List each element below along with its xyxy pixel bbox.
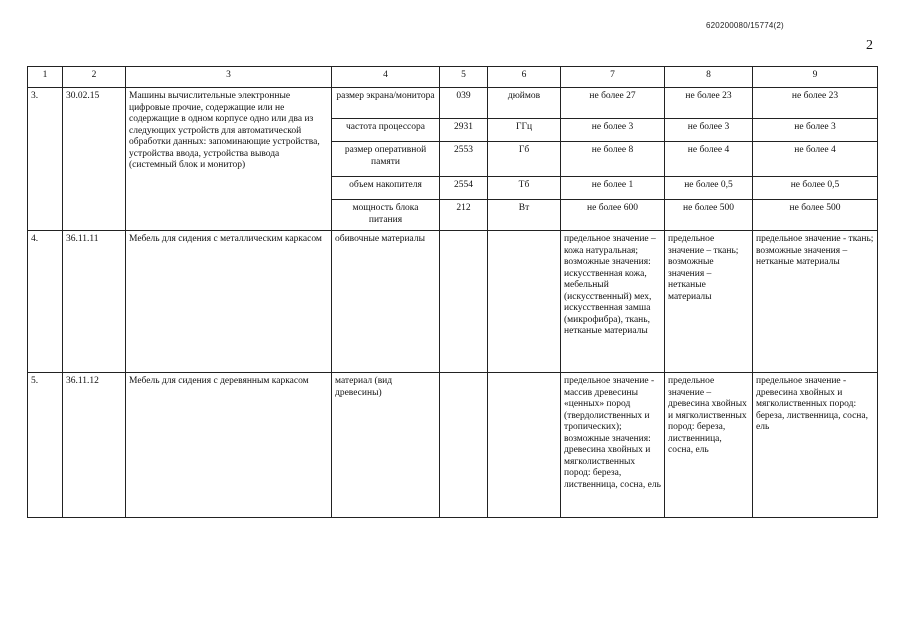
value-col7: не более 1 — [561, 177, 665, 200]
unit: ГГц — [488, 119, 561, 142]
characteristic: размер экрана/монитора — [332, 88, 440, 119]
value-col7: предельное значение - массив древесины «ценных» пород (твердолиственных и тропических); возможные значения: древесина хвойных и мягколиственных пород: береза, лиственница, сосна, ель — [561, 373, 665, 518]
value-col8: предельное значение – древесина хвойных и мягколиственных пород: береза, лиственница, сосна, ель — [665, 373, 753, 518]
value-col9: не более 4 — [753, 142, 878, 177]
characteristic: мощность блока питания — [332, 200, 440, 231]
requirements-table — [27, 66, 878, 518]
value-col9: не более 23 — [753, 88, 878, 119]
okei-code: 039 — [440, 88, 488, 119]
unit: Тб — [488, 177, 561, 200]
item-name: Машины вычислительные электронные цифровые прочие, содержащие или не содержащие в одном корпусе одно или два из следующих устройств для автоматической обработки данных: запоминающие устройства, устройства ввода, устройства вывода (системный блок и монитор) — [126, 88, 332, 231]
okpd-code: 36.11.11 — [63, 231, 126, 373]
okei-code: 2553 — [440, 142, 488, 177]
value-col7: не более 27 — [561, 88, 665, 119]
okei-code: 212 — [440, 200, 488, 231]
unit: Гб — [488, 142, 561, 177]
column-header: 1 — [28, 67, 63, 88]
column-header: 5 — [440, 67, 488, 88]
characteristic: обивочные материалы — [332, 231, 440, 373]
column-header: 3 — [126, 67, 332, 88]
column-header: 2 — [63, 67, 126, 88]
okei-code — [440, 231, 488, 373]
okpd-code: 36.11.12 — [63, 373, 126, 518]
value-col7: не более 600 — [561, 200, 665, 231]
item-name: Мебель для сидения с металлическим каркасом — [126, 231, 332, 373]
value-col8: не более 23 — [665, 88, 753, 119]
okpd-code: 30.02.15 — [63, 88, 126, 231]
okei-code — [440, 373, 488, 518]
value-col8: предельное значение – ткань; возможные значения – нетканые материалы — [665, 231, 753, 373]
value-col9: не более 500 — [753, 200, 878, 231]
value-col8: не более 500 — [665, 200, 753, 231]
column-header: 6 — [488, 67, 561, 88]
unit: Вт — [488, 200, 561, 231]
table-row — [28, 88, 878, 119]
unit — [488, 231, 561, 373]
column-header: 9 — [753, 67, 878, 88]
row-number: 3. — [28, 88, 63, 231]
value-col9: не более 0,5 — [753, 177, 878, 200]
row-number: 5. — [28, 373, 63, 518]
document-number: 620200080/15774(2) — [706, 21, 784, 30]
column-header: 8 — [665, 67, 753, 88]
item-name: Мебель для сидения с деревянным каркасом — [126, 373, 332, 518]
value-col7: предельное значение – кожа натуральная; возможные значения: искусственная кожа, мебельный (искусственный) мех, искусственная замша (микрофибра), ткань, нетканые материалы — [561, 231, 665, 373]
characteristic: размер оперативной памяти — [332, 142, 440, 177]
value-col9: предельное значение - древесина хвойных и мягколиственных пород: береза, лиственница, сосна, ель — [753, 373, 878, 518]
table-header-row — [28, 67, 878, 88]
column-header: 4 — [332, 67, 440, 88]
characteristic: частота процессора — [332, 119, 440, 142]
value-col7: не более 8 — [561, 142, 665, 177]
table-row — [28, 231, 878, 373]
column-header: 7 — [561, 67, 665, 88]
table-row — [28, 373, 878, 518]
characteristic: объем накопителя — [332, 177, 440, 200]
value-col9: предельное значение - ткань; возможные значения – нетканые материалы — [753, 231, 878, 373]
value-col9: не более 3 — [753, 119, 878, 142]
value-col7: не более 3 — [561, 119, 665, 142]
page-number: 2 — [866, 38, 873, 53]
okei-code: 2554 — [440, 177, 488, 200]
value-col8: не более 0,5 — [665, 177, 753, 200]
okei-code: 2931 — [440, 119, 488, 142]
row-number: 4. — [28, 231, 63, 373]
value-col8: не более 3 — [665, 119, 753, 142]
unit — [488, 373, 561, 518]
unit: дюймов — [488, 88, 561, 119]
value-col8: не более 4 — [665, 142, 753, 177]
characteristic: материал (вид древесины) — [332, 373, 440, 518]
